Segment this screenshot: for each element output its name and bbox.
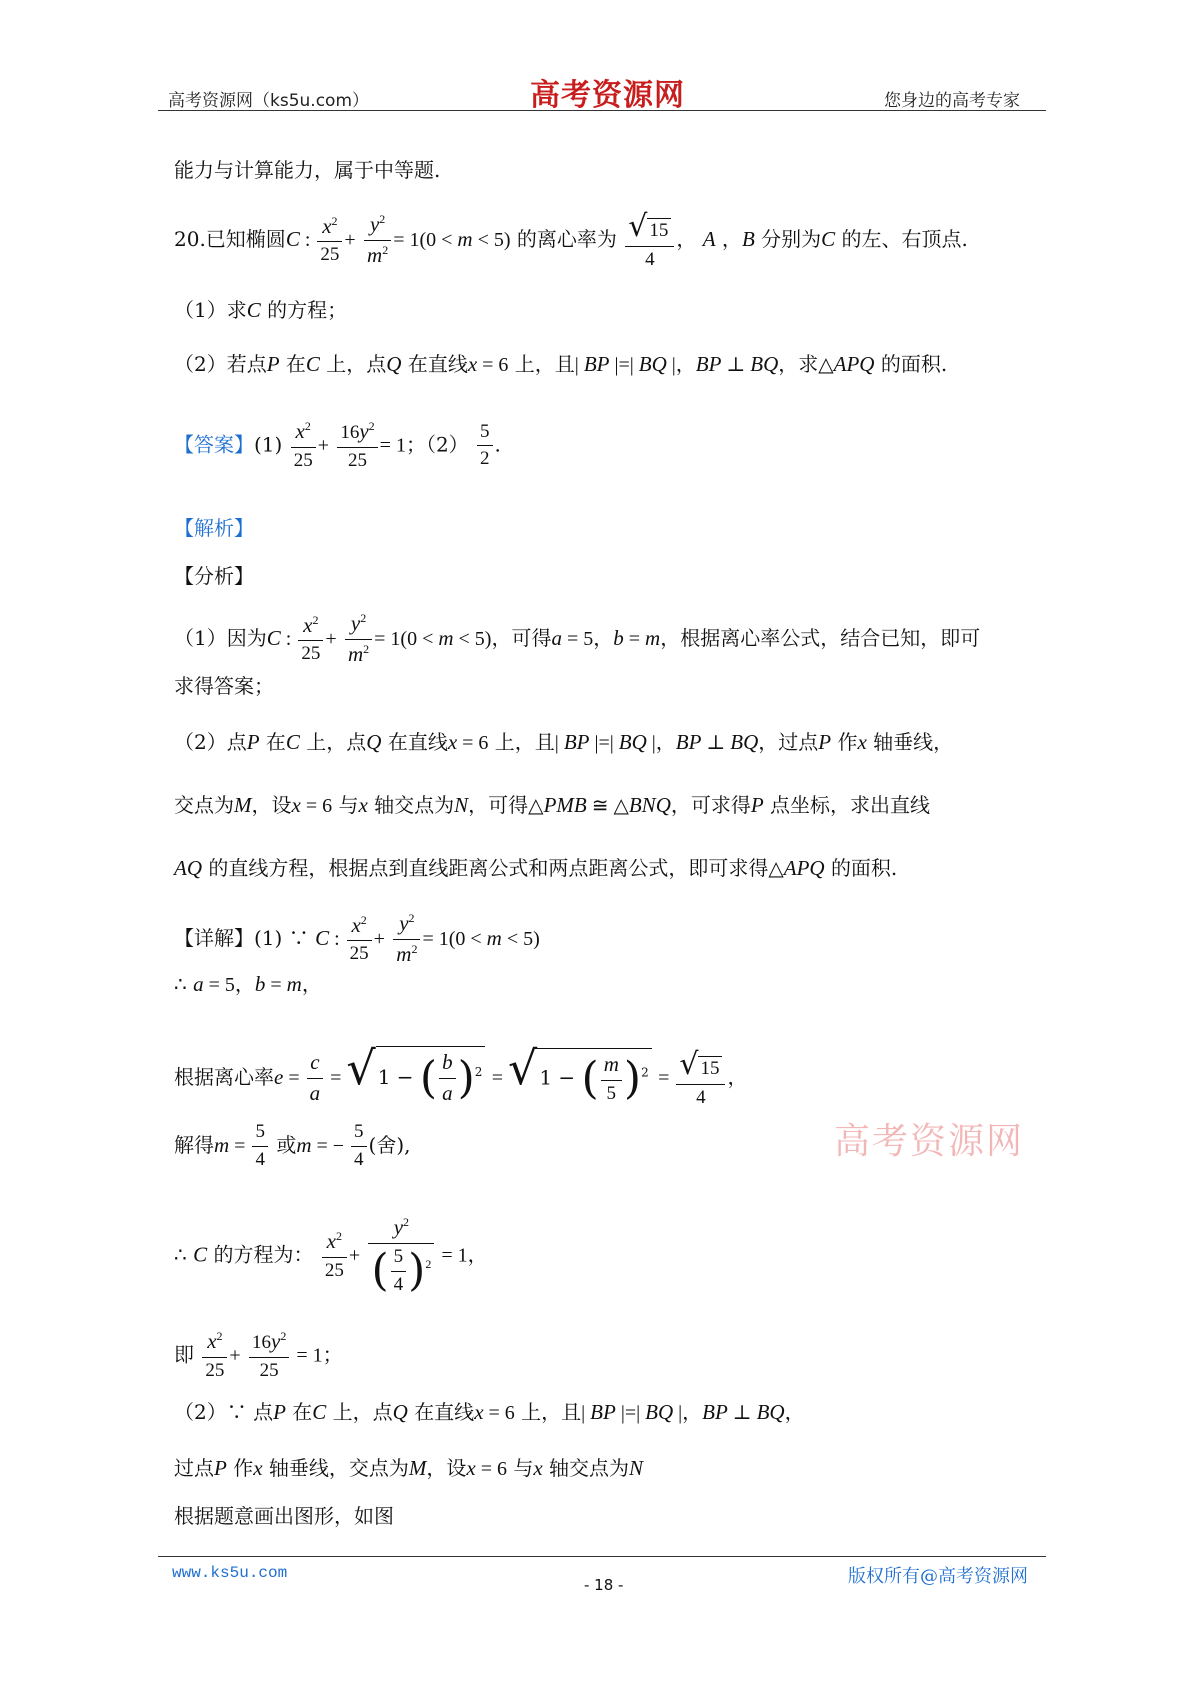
footer-copyright: 版权所有@高考资源网 xyxy=(848,1566,1028,1587)
footer-url[interactable]: www.ks5u.com xyxy=(172,1564,288,1582)
page-number: - 18 - xyxy=(584,1576,624,1594)
solution-1-eccentricity: 根据离心率e = $\frac{c}{a}$ = √ 1 − ( $\frac{b}{a}$ )$^2$ = √ 1 − ( $\frac{m}{5}$ )$^2$ = $\frac{√ 15}{4}$ ， xyxy=(174,1041,748,1109)
solution-1-ab: ∴ a = 5，b = m， xyxy=(174,972,322,996)
header-logo: 高考资源网 xyxy=(530,78,685,113)
solution-1-given: 【详解】(1) ∵ C : $\frac{x^2}{25}$ + $\frac{y^2}{m^2}$ = 1(0 < m < 5) xyxy=(174,911,540,966)
question-20: 20.已知椭圆C : $\frac{x^2}{25}$ + $\frac{y^2}{m^2}$ = 1(0 < m < 5) 的离心率为 $\frac{√ 15}{4}$ ， A ，B 分别为C 的左、右顶点. xyxy=(174,209,968,270)
section-jiexi: 【解析】 xyxy=(174,516,254,540)
footer-rule xyxy=(158,1556,1046,1557)
solution-2-figure-note: 根据题意画出图形，如图 xyxy=(174,1504,394,1528)
answer-line: 【答案】(1) $\frac{x^2}{25}$ + $\frac{16y^2}{25}$ = 1；（2） $\frac{5}{2}$ . xyxy=(174,419,501,471)
analysis-2: （2）点P 在C 上，点Q 在直线x = 6 上，且| BP |=| BQ |，BP ⊥ BQ，过点P 作x 轴垂线， xyxy=(174,730,954,754)
watermark: 高考资源网 xyxy=(834,1121,1025,1162)
solution-2-construct: 过点P 作x 轴垂线，交点为M，设x = 6 与x 轴交点为N xyxy=(174,1456,644,1480)
question-20-part2: （2）若点P 在C 上，点Q 在直线x = 6 上，且| BP |=| BQ |，BP ⊥ BQ，求△APQ 的面积. xyxy=(174,352,948,376)
intro-line: 能力与计算能力，属于中等题. xyxy=(174,158,441,182)
analysis-1-cont: 求得答案； xyxy=(174,674,274,698)
analysis-2-cont2: AQ 的直线方程，根据点到直线距离公式和两点距离公式，即可求得△APQ 的面积. xyxy=(174,856,898,880)
section-fenxi: 【分析】 xyxy=(174,564,254,588)
analysis-2-cont1: 交点为M，设x = 6 与x 轴交点为N，可得△PMB ≅ △BNQ，可求得P 点坐标，求出直线 xyxy=(174,793,931,817)
header-site-name: 高考资源网（ks5u.com） xyxy=(168,91,370,111)
solution-1-m: 解得m = $\frac{5}{4}$ 或m = − $\frac{5}{4}$ (舍), xyxy=(174,1121,411,1170)
solution-1-result: 即 $\frac{x^2}{25}$ + $\frac{16y^2}{25}$ = 1； xyxy=(174,1329,343,1381)
question-20-part1: （1）求C 的方程； xyxy=(174,298,348,322)
header-slogan: 您身边的高考专家 xyxy=(884,91,1020,111)
analysis-1: （1）因为C : $\frac{x^2}{25}$ + $\frac{y^2}{m^2}$ = 1(0 < m < 5)，可得a = 5，b = m，根据离心率公式，结合已知，即可 xyxy=(174,611,981,666)
solution-1-equation: ∴ C 的方程为： $\frac{x^2}{25}$ + $y^2$ ( $\frac{5}{4}$ )$^2$ = 1， xyxy=(174,1215,488,1297)
solution-2-given: （2）∵ 点P 在C 上，点Q 在直线x = 6 上，且| BP |=| BQ |，BP ⊥ BQ， xyxy=(174,1400,805,1424)
header-rule xyxy=(158,110,1046,111)
